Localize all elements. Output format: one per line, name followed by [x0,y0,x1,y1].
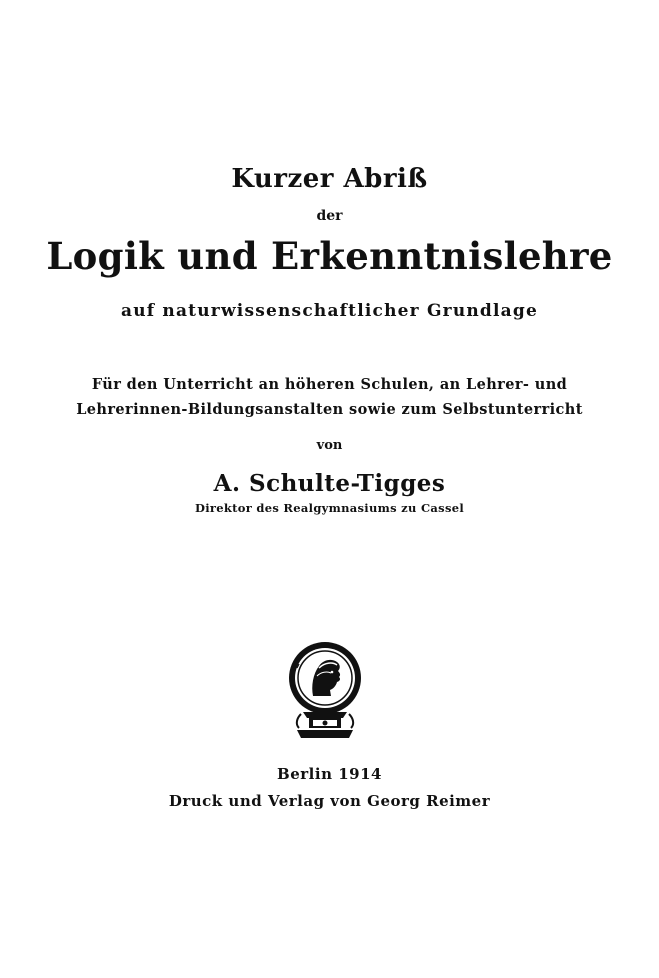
title-connector: der [316,208,343,224]
place-and-year: Berlin 1914 [277,765,382,783]
author-name: A. Schulte-Tigges [213,470,446,497]
book-title-line-2: Logik und Erkenntnislehre [46,234,613,278]
book-subtitle: auf naturwissenschaftlicher Grundlage [121,301,538,321]
author-by: von [316,438,343,453]
publisher-emblem-head-icon [283,638,367,742]
purpose-line-1: Für den Unterricht an höheren Schulen, an Lehrer- und [91,376,568,393]
book-title-line-1: Kurzer Abriß [231,164,428,194]
author-position: Direktor des Realgymnasiums zu Cassel [194,501,465,515]
publisher: Druck und Verlag von Georg Reimer [168,792,491,810]
purpose-line-2: Lehrerinnen-Bildungsanstalten sowie zum Selbstunterricht [76,401,583,418]
